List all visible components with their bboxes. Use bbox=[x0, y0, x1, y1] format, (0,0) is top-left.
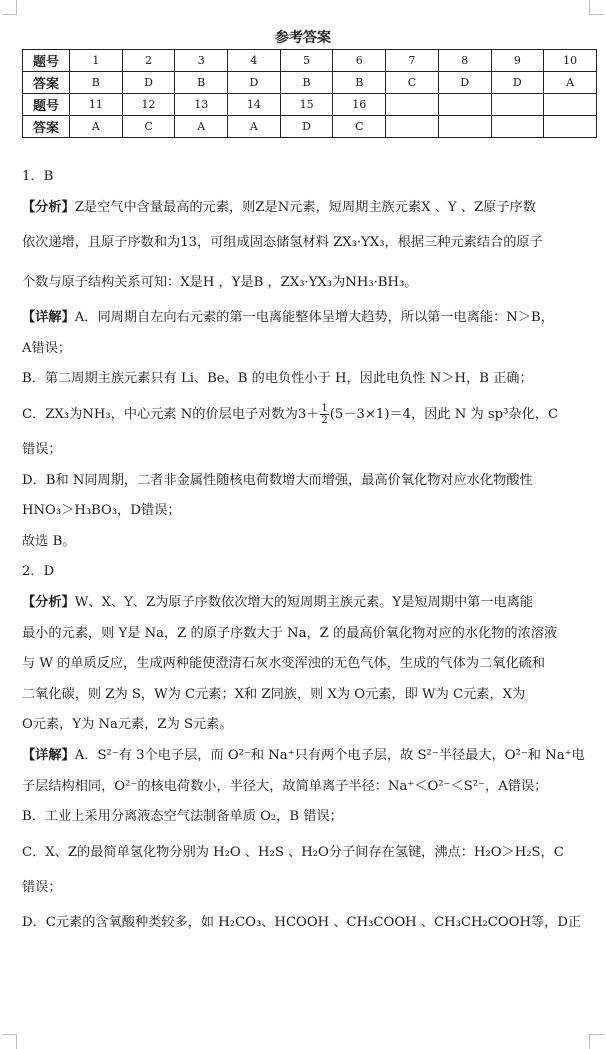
question-heading: 1．B bbox=[22, 169, 54, 184]
table-row bbox=[23, 94, 597, 116]
table-cell: 5 bbox=[280, 50, 333, 72]
answer-table bbox=[22, 49, 597, 138]
detail-line bbox=[22, 395, 592, 435]
page-title: 参考答案 bbox=[275, 30, 331, 46]
table-cell bbox=[491, 116, 544, 138]
page-corner-mark bbox=[589, 0, 604, 15]
analysis-line: 二氧化碳，则 Z为 S，W为 C元素；X和 Z同族，则 X为 O元素，即 W为 C元素，X为 bbox=[22, 686, 526, 702]
table-cell: 14 bbox=[228, 94, 281, 116]
detail-text: ，中心元素 N的价层电子对数为 bbox=[110, 406, 298, 422]
fraction bbox=[320, 403, 328, 426]
table-cell: 12 bbox=[122, 94, 175, 116]
detail-tag: 【详解】 bbox=[22, 747, 75, 763]
table-cell: A bbox=[175, 116, 228, 138]
page-corner-mark bbox=[589, 1034, 604, 1049]
table-cell: 13 bbox=[175, 94, 228, 116]
table-cell: C bbox=[122, 116, 175, 138]
table-cell: 3 bbox=[175, 50, 228, 72]
detail-line: D．B和 N同周期，二者非金属性随核电荷数增大而增强，最高价氧化物对应水化物酸性 bbox=[22, 472, 533, 488]
analysis-tag: 【分析】 bbox=[22, 199, 75, 215]
analysis-text: 依次递增，且原子序数和为13，可组成固态储氢材料 bbox=[22, 235, 329, 251]
table-cell: D bbox=[438, 72, 491, 94]
analysis-line bbox=[22, 588, 592, 619]
detail-line: HNO₃＞H₃BO₃，D错误； bbox=[22, 503, 181, 519]
detail-line: A错误； bbox=[22, 340, 72, 356]
detail-line bbox=[22, 303, 592, 334]
table-cell bbox=[544, 116, 597, 138]
detail-line: C．X、Z的最简单氢化物分别为 H₂O 、H₂S 、H₂O分子间存在氢键，沸点：H₂O＞H₂S，C bbox=[22, 844, 564, 860]
table-cell: 4 bbox=[228, 50, 281, 72]
analysis-text: Z是空气中含量最高的元素，则Z是N元素，短周期主族元素X 、Y 、Z原子序数 bbox=[74, 199, 536, 215]
table-cell: D bbox=[228, 72, 281, 94]
page-corner-mark bbox=[2, 1034, 17, 1049]
detail-line bbox=[22, 741, 592, 772]
formula-calc bbox=[297, 402, 412, 426]
table-cell: B bbox=[70, 72, 123, 94]
table-row bbox=[23, 72, 597, 94]
conclusion-line: 故选 B。 bbox=[22, 533, 76, 549]
table-cell: 15 bbox=[280, 94, 333, 116]
detail-line: D．C元素的含氧酸种类较多，如 H₂CO₃、HCOOH 、CH₃COOH 、CH₃CH₂COOH等，D正 bbox=[22, 915, 582, 931]
formula: ZX₃·YX₃ bbox=[333, 235, 385, 251]
table-row bbox=[23, 50, 597, 72]
detail-line: 子层结构相同，O²⁻的核电荷数小，半径大，故简单离子半径：Na⁺＜O²⁻＜S²⁻，A错误； bbox=[22, 778, 548, 794]
detail-text: 为 bbox=[69, 406, 83, 422]
analysis-line bbox=[22, 223, 592, 263]
end-mark: 。 bbox=[404, 275, 418, 291]
table-cell: B bbox=[175, 72, 228, 94]
formula: ZX₃·YX₃ bbox=[280, 275, 333, 291]
formula: NH₃ bbox=[82, 406, 111, 422]
table-cell: D bbox=[280, 116, 333, 138]
detail-text: A．同周期自左向右元素的第一电离能整体呈增大趋势，所以第一电离能：N＞B， bbox=[74, 310, 554, 326]
table-cell: 10 bbox=[544, 50, 597, 72]
table-cell: 8 bbox=[438, 50, 491, 72]
detail-text: ，因此 N 为 sp³杂化，C bbox=[411, 406, 559, 422]
table-cell bbox=[438, 94, 491, 116]
table-cell: D bbox=[122, 72, 175, 94]
formula: ZX₃ bbox=[45, 406, 70, 422]
row-label: 题号 bbox=[23, 50, 70, 72]
solutions-body bbox=[22, 162, 592, 943]
analysis-text: 个数与原子结构关系可知：X是H ，Y是B ， bbox=[22, 275, 281, 291]
analysis-tag: 【分析】 bbox=[22, 594, 75, 610]
table-cell: 16 bbox=[333, 94, 386, 116]
row-label: 题号 bbox=[23, 94, 70, 116]
analysis-text: ，根据三种元素结合的原子 bbox=[384, 235, 543, 251]
detail-tag: 【详解】 bbox=[22, 310, 75, 326]
analysis-text: W、X、Y、Z为原子序数依次增大的短周期主族元素。Y是短周期中第一电离能 bbox=[74, 594, 534, 610]
analysis-line bbox=[22, 263, 592, 303]
table-cell: B bbox=[333, 72, 386, 94]
table-cell: 7 bbox=[386, 50, 439, 72]
detail-line: B．第二周期主族元素只有 Li、Be、B 的电负性小于 H，因此电负性 N＞H，B 正确； bbox=[22, 371, 533, 387]
table-cell: 2 bbox=[122, 50, 175, 72]
table-row bbox=[23, 116, 597, 138]
table-cell: A bbox=[544, 72, 597, 94]
table-cell bbox=[544, 94, 597, 116]
detail-line: B．工业上采用分离液态空气法制备单质 O₂，B 错误； bbox=[22, 809, 343, 825]
table-cell bbox=[491, 94, 544, 116]
fraction-numerator: 1 bbox=[321, 402, 328, 414]
detail-line: 错误； bbox=[22, 441, 62, 457]
table-cell: 11 bbox=[70, 94, 123, 116]
page-corner-mark bbox=[2, 0, 17, 15]
table-cell bbox=[438, 116, 491, 138]
fraction-denominator: 2 bbox=[321, 414, 328, 426]
calc-part: 3＋ bbox=[297, 406, 320, 422]
table-cell: A bbox=[228, 116, 281, 138]
row-label: 答案 bbox=[23, 72, 70, 94]
analysis-line bbox=[22, 193, 592, 224]
detail-text: C． bbox=[22, 406, 46, 422]
table-cell: C bbox=[333, 116, 386, 138]
detail-line: 错误； bbox=[22, 879, 62, 895]
detail-text: A．S²⁻有 3个电子层，而 O²⁻和 Na⁺只有两个电子层，故 S²⁻半径最大，O²⁻和 Na⁺电 bbox=[74, 747, 585, 763]
table-cell: 1 bbox=[70, 50, 123, 72]
formula: NH₃·BH₃ bbox=[345, 275, 405, 291]
table-cell bbox=[386, 116, 439, 138]
table-cell: D bbox=[491, 72, 544, 94]
analysis-line: O元素，Y为 Na元素，Z为 S元素。 bbox=[22, 717, 233, 733]
table-cell: 6 bbox=[333, 50, 386, 72]
table-cell: 9 bbox=[491, 50, 544, 72]
table-cell: B bbox=[280, 72, 333, 94]
table-cell: C bbox=[386, 72, 439, 94]
table-cell: A bbox=[70, 116, 123, 138]
row-label: 答案 bbox=[23, 116, 70, 138]
analysis-text: 为 bbox=[332, 275, 346, 291]
calc-part: (5－3×1)＝4 bbox=[329, 406, 412, 422]
question-heading: 2．D bbox=[22, 564, 55, 580]
analysis-line: 最小的元素，则 Y是 Na，Z 的原子序数大于 Na，Z 的最高价氧化物对应的水化物的浓溶液 bbox=[22, 625, 558, 641]
table-cell bbox=[386, 94, 439, 116]
analysis-line: 与 W 的单质反应，生成两种能使澄清石灰水变浑浊的无色气体，生成的气体为二氧化硫和 bbox=[22, 656, 546, 672]
